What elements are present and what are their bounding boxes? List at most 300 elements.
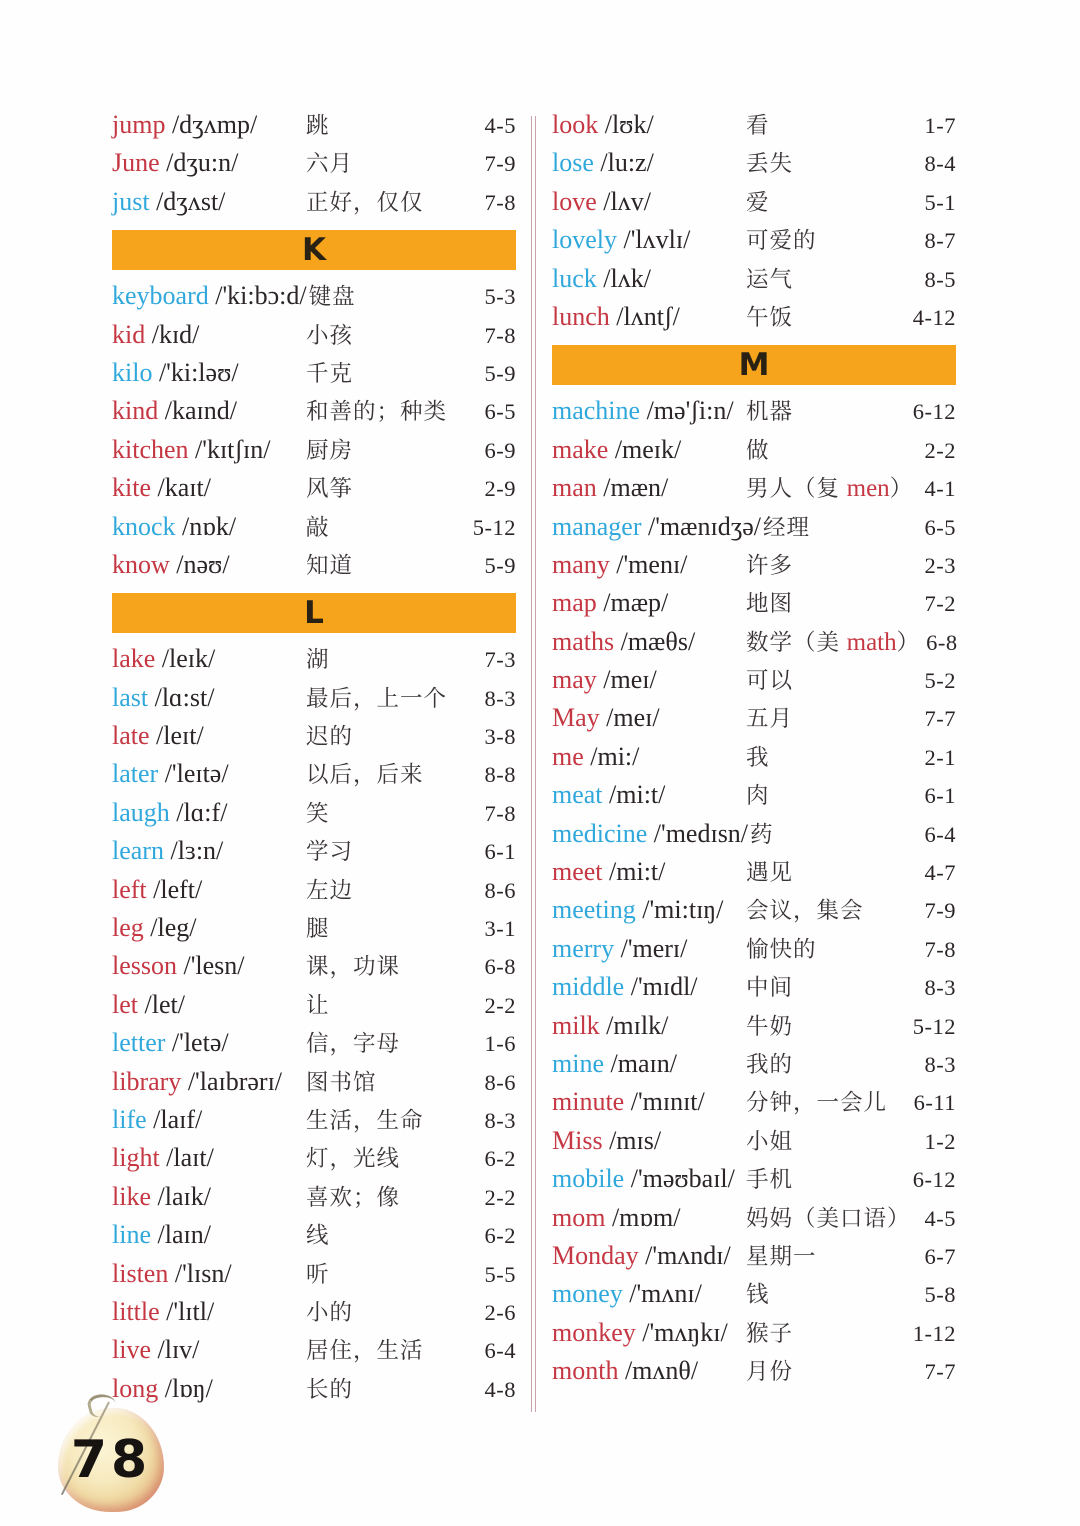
entry-word-phonetic <box>112 1178 304 1216</box>
glossary-entry <box>112 431 516 469</box>
entry-translation <box>761 509 918 547</box>
entry-word-phonetic <box>112 277 307 315</box>
glossary-entry <box>112 183 516 221</box>
entry-word-phonetic <box>552 106 744 144</box>
entry-word: keyboard <box>112 281 209 311</box>
entry-translation <box>307 278 479 316</box>
entry-word-phonetic <box>552 776 744 814</box>
entry-word: lake <box>112 644 156 674</box>
glossary-entry <box>552 815 956 853</box>
entry-phonetic: /'merɪ/ <box>620 933 688 963</box>
entry-phonetic: /meɪ/ <box>603 665 657 695</box>
glossary-entry <box>112 1024 516 1062</box>
entry-unit-ref: 5-9 <box>484 360 516 386</box>
glossary-entry <box>112 1370 516 1408</box>
entry-translation <box>744 931 919 969</box>
entry-phonetic: /'lɪsn/ <box>174 1258 232 1288</box>
entry-phonetic: /'mɪdl/ <box>630 972 698 1002</box>
entry-translation <box>744 777 919 815</box>
glossary-entry <box>552 1199 956 1237</box>
entry-translation <box>744 432 919 470</box>
entry-translation <box>744 470 919 508</box>
entry-unit-ref: 8-3 <box>484 685 516 711</box>
entry-phonetic: /'mʌndɪ/ <box>645 1240 731 1270</box>
entry-word-phonetic <box>112 1255 304 1293</box>
entry-unit-ref: 7-7 <box>924 706 956 732</box>
entry-translation <box>304 1064 479 1102</box>
entry-word: middle <box>552 972 625 1002</box>
entry-phonetic: /mæθs/ <box>620 626 696 656</box>
entry-word-phonetic <box>552 891 744 929</box>
entry-word: merry <box>552 933 615 963</box>
entry-word: kid <box>112 319 146 349</box>
entry-unit-ref: 7-9 <box>484 151 516 177</box>
entry-translation <box>304 756 479 794</box>
entry-unit-ref: 8-6 <box>484 877 516 903</box>
entry-phonetic: /mæp/ <box>603 588 669 618</box>
entry-word: Miss <box>552 1125 603 1155</box>
glossary-entry <box>552 661 956 699</box>
section-header-M <box>552 345 956 385</box>
entry-unit-ref: 7-9 <box>924 898 956 924</box>
entry-unit-ref: 6-5 <box>924 514 956 540</box>
entry-unit-ref: 5-3 <box>484 284 516 310</box>
section-letter: K <box>301 232 327 269</box>
entry-word-phonetic <box>112 546 304 584</box>
translation-part: 和善的；种类 <box>306 399 448 425</box>
entry-word: kitchen <box>112 434 189 464</box>
entry-unit-ref: 1-6 <box>484 1031 516 1057</box>
entry-translation <box>304 1102 479 1140</box>
translation-part: 小姐 <box>746 1128 794 1154</box>
entry-translation <box>744 1200 919 1238</box>
entry-unit-ref: 2-2 <box>924 437 956 463</box>
entry-unit-ref: 8-6 <box>484 1069 516 1095</box>
entry-unit-ref: 6-1 <box>484 839 516 865</box>
entry-word-phonetic <box>112 354 304 392</box>
entry-word: like <box>112 1181 151 1211</box>
entry-word: month <box>552 1356 619 1386</box>
entry-word: Monday <box>552 1240 639 1270</box>
entry-unit-ref: 5-2 <box>924 668 956 694</box>
entry-word: let <box>112 989 138 1019</box>
entry-phonetic: /mi:t/ <box>609 780 666 810</box>
entry-word: minute <box>552 1087 625 1117</box>
entry-translation <box>304 948 479 986</box>
entry-unit-ref: 7-2 <box>924 591 956 617</box>
entry-translation <box>304 145 479 183</box>
entry-unit-ref: 5-9 <box>484 552 516 578</box>
entry-word: long <box>112 1373 159 1403</box>
entry-word-phonetic <box>552 183 744 221</box>
entry-word-phonetic <box>112 392 304 430</box>
entry-unit-ref: 7-8 <box>484 189 516 215</box>
entry-word-phonetic <box>552 930 744 968</box>
entry-unit-ref: 1-2 <box>924 1128 956 1154</box>
entry-phonetic: /left/ <box>153 874 203 904</box>
entry-translation <box>744 184 919 222</box>
entry-phonetic: /lɒŋ/ <box>164 1373 213 1403</box>
translation-part: 会议，集会 <box>746 898 864 924</box>
entry-phonetic: /mæn/ <box>603 473 669 503</box>
glossary-entry <box>112 354 516 392</box>
glossary-entry <box>112 794 516 832</box>
translation-part: 生活，生命 <box>306 1107 424 1133</box>
entry-unit-ref: 1-12 <box>912 1320 956 1346</box>
translation-part: 遇见 <box>746 860 794 886</box>
entry-word: map <box>552 588 597 618</box>
entry-translation <box>304 1332 479 1370</box>
glossary-entry <box>112 1255 516 1293</box>
entry-phonetic: /mə'ʃi:n/ <box>646 396 734 426</box>
entry-unit-ref: 6-8 <box>484 954 516 980</box>
entry-word-phonetic <box>112 1101 304 1139</box>
entry-word-phonetic <box>552 469 744 507</box>
translation-part: 左边 <box>306 877 354 903</box>
entry-phonetic: /'leɪtə/ <box>164 759 229 789</box>
entry-unit-ref: 6-2 <box>484 1146 516 1172</box>
entry-translation <box>744 624 920 662</box>
glossary-entry <box>112 986 516 1024</box>
translation-part: 以后，后来 <box>306 762 424 788</box>
entry-unit-ref: 6-12 <box>912 1167 956 1193</box>
entry-translation <box>304 910 479 948</box>
entry-phonetic: /dʒʌmp/ <box>171 110 258 139</box>
entry-word: meat <box>552 780 603 810</box>
translation-part: math <box>846 628 897 656</box>
entry-phonetic: /'kɪtʃɪn/ <box>195 434 271 464</box>
entry-phonetic: /dʒʌst/ <box>156 186 226 216</box>
entry-phonetic: /leg/ <box>150 913 197 943</box>
entry-translation <box>304 1140 479 1178</box>
entry-word: manager <box>552 511 642 541</box>
entry-translation <box>304 509 467 547</box>
entry-phonetic: /'məʊbaɪl/ <box>630 1164 735 1194</box>
entry-word: maths <box>552 626 615 656</box>
translation-part: 手机 <box>746 1167 794 1193</box>
entry-unit-ref: 5-8 <box>924 1282 956 1308</box>
entry-word: letter <box>112 1028 166 1058</box>
entry-word-phonetic <box>112 1331 304 1369</box>
entry-unit-ref: 2-1 <box>924 744 956 770</box>
entry-unit-ref: 4-8 <box>484 1376 516 1402</box>
glossary-entry <box>552 1122 956 1160</box>
entry-word-phonetic <box>552 298 744 336</box>
glossary-column-left <box>112 106 516 1408</box>
entry-phonetic: /'mʌnɪ/ <box>629 1279 702 1309</box>
entry-phonetic: /mɒm/ <box>611 1202 681 1232</box>
entry-translation <box>744 1315 907 1353</box>
entry-word-phonetic <box>112 469 304 507</box>
translation-part: 知道 <box>306 552 354 578</box>
entry-unit-ref: 7-7 <box>924 1359 956 1385</box>
entry-word: me <box>552 741 584 771</box>
glossary-entry <box>552 891 956 929</box>
entry-translation <box>744 1084 908 1122</box>
entry-translation <box>744 1046 919 1084</box>
translation-part: 午饭 <box>746 304 794 330</box>
entry-word-phonetic <box>112 1293 304 1331</box>
translation-part: 敲 <box>306 514 330 540</box>
entry-word: June <box>112 148 160 178</box>
entry-word: mine <box>552 1048 604 1078</box>
entry-word-phonetic <box>552 1160 744 1198</box>
entry-phonetic: /'lesn/ <box>183 951 245 981</box>
entry-unit-ref: 4-12 <box>912 304 956 330</box>
entry-translation <box>744 700 919 738</box>
entry-unit-ref: 4-1 <box>924 476 956 502</box>
entry-translation <box>304 547 479 585</box>
entry-unit-ref: 6-1 <box>924 783 956 809</box>
entry-word: light <box>112 1143 160 1173</box>
entry-word-phonetic <box>112 755 304 793</box>
entry-phonetic: /'lʌvlɪ/ <box>623 225 691 255</box>
entry-phonetic: /'medɪsn/ <box>653 818 749 848</box>
entry-translation <box>744 1238 919 1276</box>
entry-word-phonetic <box>112 871 304 909</box>
entry-word: laugh <box>112 797 170 827</box>
glossary-entry <box>112 679 516 717</box>
entry-translation <box>304 987 479 1025</box>
translation-part: 丢失 <box>746 151 794 177</box>
glossary-entry <box>552 776 956 814</box>
glossary-entry <box>552 183 956 221</box>
page-number: 78 <box>70 1430 152 1490</box>
entry-word: just <box>112 186 150 216</box>
entry-word-phonetic <box>112 1216 304 1254</box>
entry-phonetic: /laɪt/ <box>166 1143 214 1173</box>
entry-phonetic: /nəʊ/ <box>176 549 230 579</box>
entry-unit-ref: 5-1 <box>924 189 956 215</box>
entry-word-phonetic <box>552 260 744 298</box>
glossary-entry <box>112 546 516 584</box>
entry-word: medicine <box>552 818 648 848</box>
glossary-entry <box>552 738 956 776</box>
translation-part: 键盘 <box>308 284 356 310</box>
entry-unit-ref: 8-8 <box>484 762 516 788</box>
entry-unit-ref: 8-3 <box>924 1051 956 1077</box>
glossary-entry <box>112 1101 516 1139</box>
entry-word-phonetic <box>552 144 744 182</box>
entry-unit-ref: 8-3 <box>484 1107 516 1133</box>
entry-translation <box>304 107 479 145</box>
entry-phonetic: /meɪk/ <box>614 434 682 464</box>
section-header-K <box>112 230 516 270</box>
glossary-entry <box>112 1139 516 1177</box>
entry-unit-ref: 6-5 <box>484 399 516 425</box>
translation-part: 月份 <box>746 1359 794 1385</box>
entry-translation <box>304 1217 479 1255</box>
entry-unit-ref: 2-6 <box>484 1299 516 1325</box>
glossary-entry <box>552 221 956 259</box>
entry-phonetic: /lu:z/ <box>600 148 654 178</box>
translation-part: 最后，上一个 <box>306 685 448 711</box>
translation-part: 小的 <box>306 1299 354 1325</box>
entry-phonetic: /'mʌŋkɪ/ <box>642 1317 728 1347</box>
translation-part: 男人（复 <box>746 476 847 502</box>
entry-word: library <box>112 1066 182 1096</box>
translation-part: 运气 <box>746 266 794 292</box>
entry-word-phonetic <box>552 1007 744 1045</box>
glossary-entry <box>552 1275 956 1313</box>
entry-translation <box>748 816 918 854</box>
translation-part: 我 <box>746 744 770 770</box>
entry-phonetic: /leɪt/ <box>156 721 204 751</box>
entry-word-phonetic <box>552 1314 744 1352</box>
entry-translation <box>304 795 479 833</box>
entry-translation <box>744 1123 919 1161</box>
entry-translation <box>304 833 479 871</box>
translation-part: 可以 <box>746 668 794 694</box>
entry-phonetic: /'mænɪdʒə/ <box>648 511 762 541</box>
entry-unit-ref: 5-5 <box>484 1261 516 1287</box>
entry-phonetic: /kaɪnd/ <box>164 396 237 426</box>
translation-part: 我的 <box>746 1051 794 1077</box>
entry-word-phonetic <box>112 431 304 469</box>
entry-phonetic: /'ki:bɔ:d/ <box>215 281 307 311</box>
entry-word-phonetic <box>552 1045 744 1083</box>
entry-phonetic: /mi:/ <box>590 741 640 771</box>
entry-word-phonetic <box>552 968 744 1006</box>
entry-word-phonetic <box>552 1237 744 1275</box>
entry-word-phonetic <box>552 584 744 622</box>
entry-phonetic: /lʌk/ <box>603 263 651 293</box>
translation-part: 可爱的 <box>746 228 817 254</box>
entry-translation <box>304 641 479 679</box>
entry-word: mom <box>552 1202 606 1232</box>
translation-part: 数学（美 <box>746 629 847 655</box>
entry-unit-ref: 3-8 <box>484 724 516 750</box>
glossary-entry <box>552 853 956 891</box>
glossary-entry <box>112 1178 516 1216</box>
translation-part: 看 <box>746 113 770 138</box>
glossary-entry <box>552 1083 956 1121</box>
entry-phonetic: /'mɪnɪt/ <box>630 1087 705 1117</box>
entry-word: lesson <box>112 951 177 981</box>
glossary-entry <box>552 392 956 430</box>
glossary-entry <box>112 469 516 507</box>
glossary-entry <box>552 469 956 507</box>
entry-translation <box>304 355 479 393</box>
glossary-entry <box>112 755 516 793</box>
entry-translation <box>744 261 919 299</box>
entry-phonetic: /'letə/ <box>171 1028 229 1058</box>
entry-phonetic: /meɪ/ <box>606 703 660 733</box>
entry-word: kilo <box>112 357 153 387</box>
entry-translation <box>304 470 479 508</box>
entry-word-phonetic <box>112 832 304 870</box>
entry-phonetic: /'mi:tɪŋ/ <box>642 895 724 925</box>
translation-part: 听 <box>306 1261 330 1287</box>
entry-word: luck <box>552 263 597 293</box>
translation-part: 图书馆 <box>306 1069 377 1095</box>
entry-unit-ref: 2-2 <box>484 992 516 1018</box>
glossary-entry <box>552 1352 956 1390</box>
glossary-entry <box>552 1045 956 1083</box>
glossary-entry <box>112 1331 516 1369</box>
entry-word: look <box>552 110 599 139</box>
entry-word: leg <box>112 913 144 943</box>
entry-translation <box>304 317 479 355</box>
glossary-entry <box>552 431 956 469</box>
glossary-entry <box>112 106 516 144</box>
glossary-entry <box>112 717 516 755</box>
entry-unit-ref: 6-9 <box>484 437 516 463</box>
entry-phonetic: /lɪv/ <box>157 1335 200 1365</box>
entry-unit-ref: 8-5 <box>924 266 956 292</box>
entry-phonetic: /'laɪbrərɪ/ <box>187 1066 283 1096</box>
glossary-entry <box>112 392 516 430</box>
glossary-entry <box>112 316 516 354</box>
entry-translation <box>744 145 919 183</box>
entry-word-phonetic <box>112 1139 304 1177</box>
entry-translation <box>304 1371 479 1409</box>
entry-word: kind <box>112 396 159 426</box>
entry-word: know <box>112 549 170 579</box>
entry-phonetic: /leɪk/ <box>161 644 216 674</box>
entry-translation <box>744 585 919 623</box>
entry-word: last <box>112 682 149 712</box>
entry-word-phonetic <box>552 1199 744 1237</box>
entry-phonetic: /kɪd/ <box>151 319 200 349</box>
glossary-entry <box>552 1007 956 1045</box>
entry-word-phonetic <box>552 699 744 737</box>
glossary-entry <box>552 623 956 661</box>
entry-word-phonetic <box>552 392 744 430</box>
translation-part: 喜欢；像 <box>306 1184 401 1210</box>
translation-part: 地图 <box>746 591 794 617</box>
entry-translation <box>744 739 919 777</box>
translation-part: 六月 <box>306 151 354 177</box>
entry-unit-ref: 6-2 <box>484 1223 516 1249</box>
entry-phonetic: /laɪf/ <box>153 1104 203 1134</box>
translation-part: 经理 <box>763 514 811 540</box>
section-letter: M <box>738 347 770 384</box>
entry-unit-ref: 7-3 <box>484 647 516 673</box>
entry-translation <box>304 393 479 431</box>
glossary-entry <box>552 699 956 737</box>
entry-phonetic: /dʒu:n/ <box>166 148 239 178</box>
entry-unit-ref: 6-12 <box>912 399 956 425</box>
entry-unit-ref: 8-4 <box>924 151 956 177</box>
glossary-entry <box>112 1293 516 1331</box>
entry-unit-ref: 7-8 <box>484 322 516 348</box>
entry-word-phonetic <box>112 316 304 354</box>
translation-part: 笑 <box>306 800 330 826</box>
entry-word: lunch <box>552 301 610 331</box>
entry-translation <box>744 662 919 700</box>
entry-phonetic: /let/ <box>144 989 185 1019</box>
entry-unit-ref: 5-12 <box>912 1013 956 1039</box>
entry-word: money <box>552 1279 623 1309</box>
entry-word: meeting <box>552 895 636 925</box>
translation-part: 做 <box>746 437 770 463</box>
page-number-apple <box>52 1394 170 1516</box>
glossary-entry <box>552 298 956 336</box>
entry-phonetic: /laɪn/ <box>157 1220 211 1250</box>
entry-word-phonetic <box>552 1083 744 1121</box>
glossary-entry <box>112 947 516 985</box>
glossary-entry <box>552 106 956 144</box>
entry-word: learn <box>112 836 164 866</box>
entry-translation <box>744 222 919 260</box>
entry-translation <box>304 872 479 910</box>
entry-translation <box>744 1008 907 1046</box>
glossary-entry <box>112 144 516 182</box>
entry-translation <box>744 393 907 431</box>
translation-part: ） <box>896 629 921 655</box>
entry-unit-ref: 6-8 <box>926 629 958 655</box>
